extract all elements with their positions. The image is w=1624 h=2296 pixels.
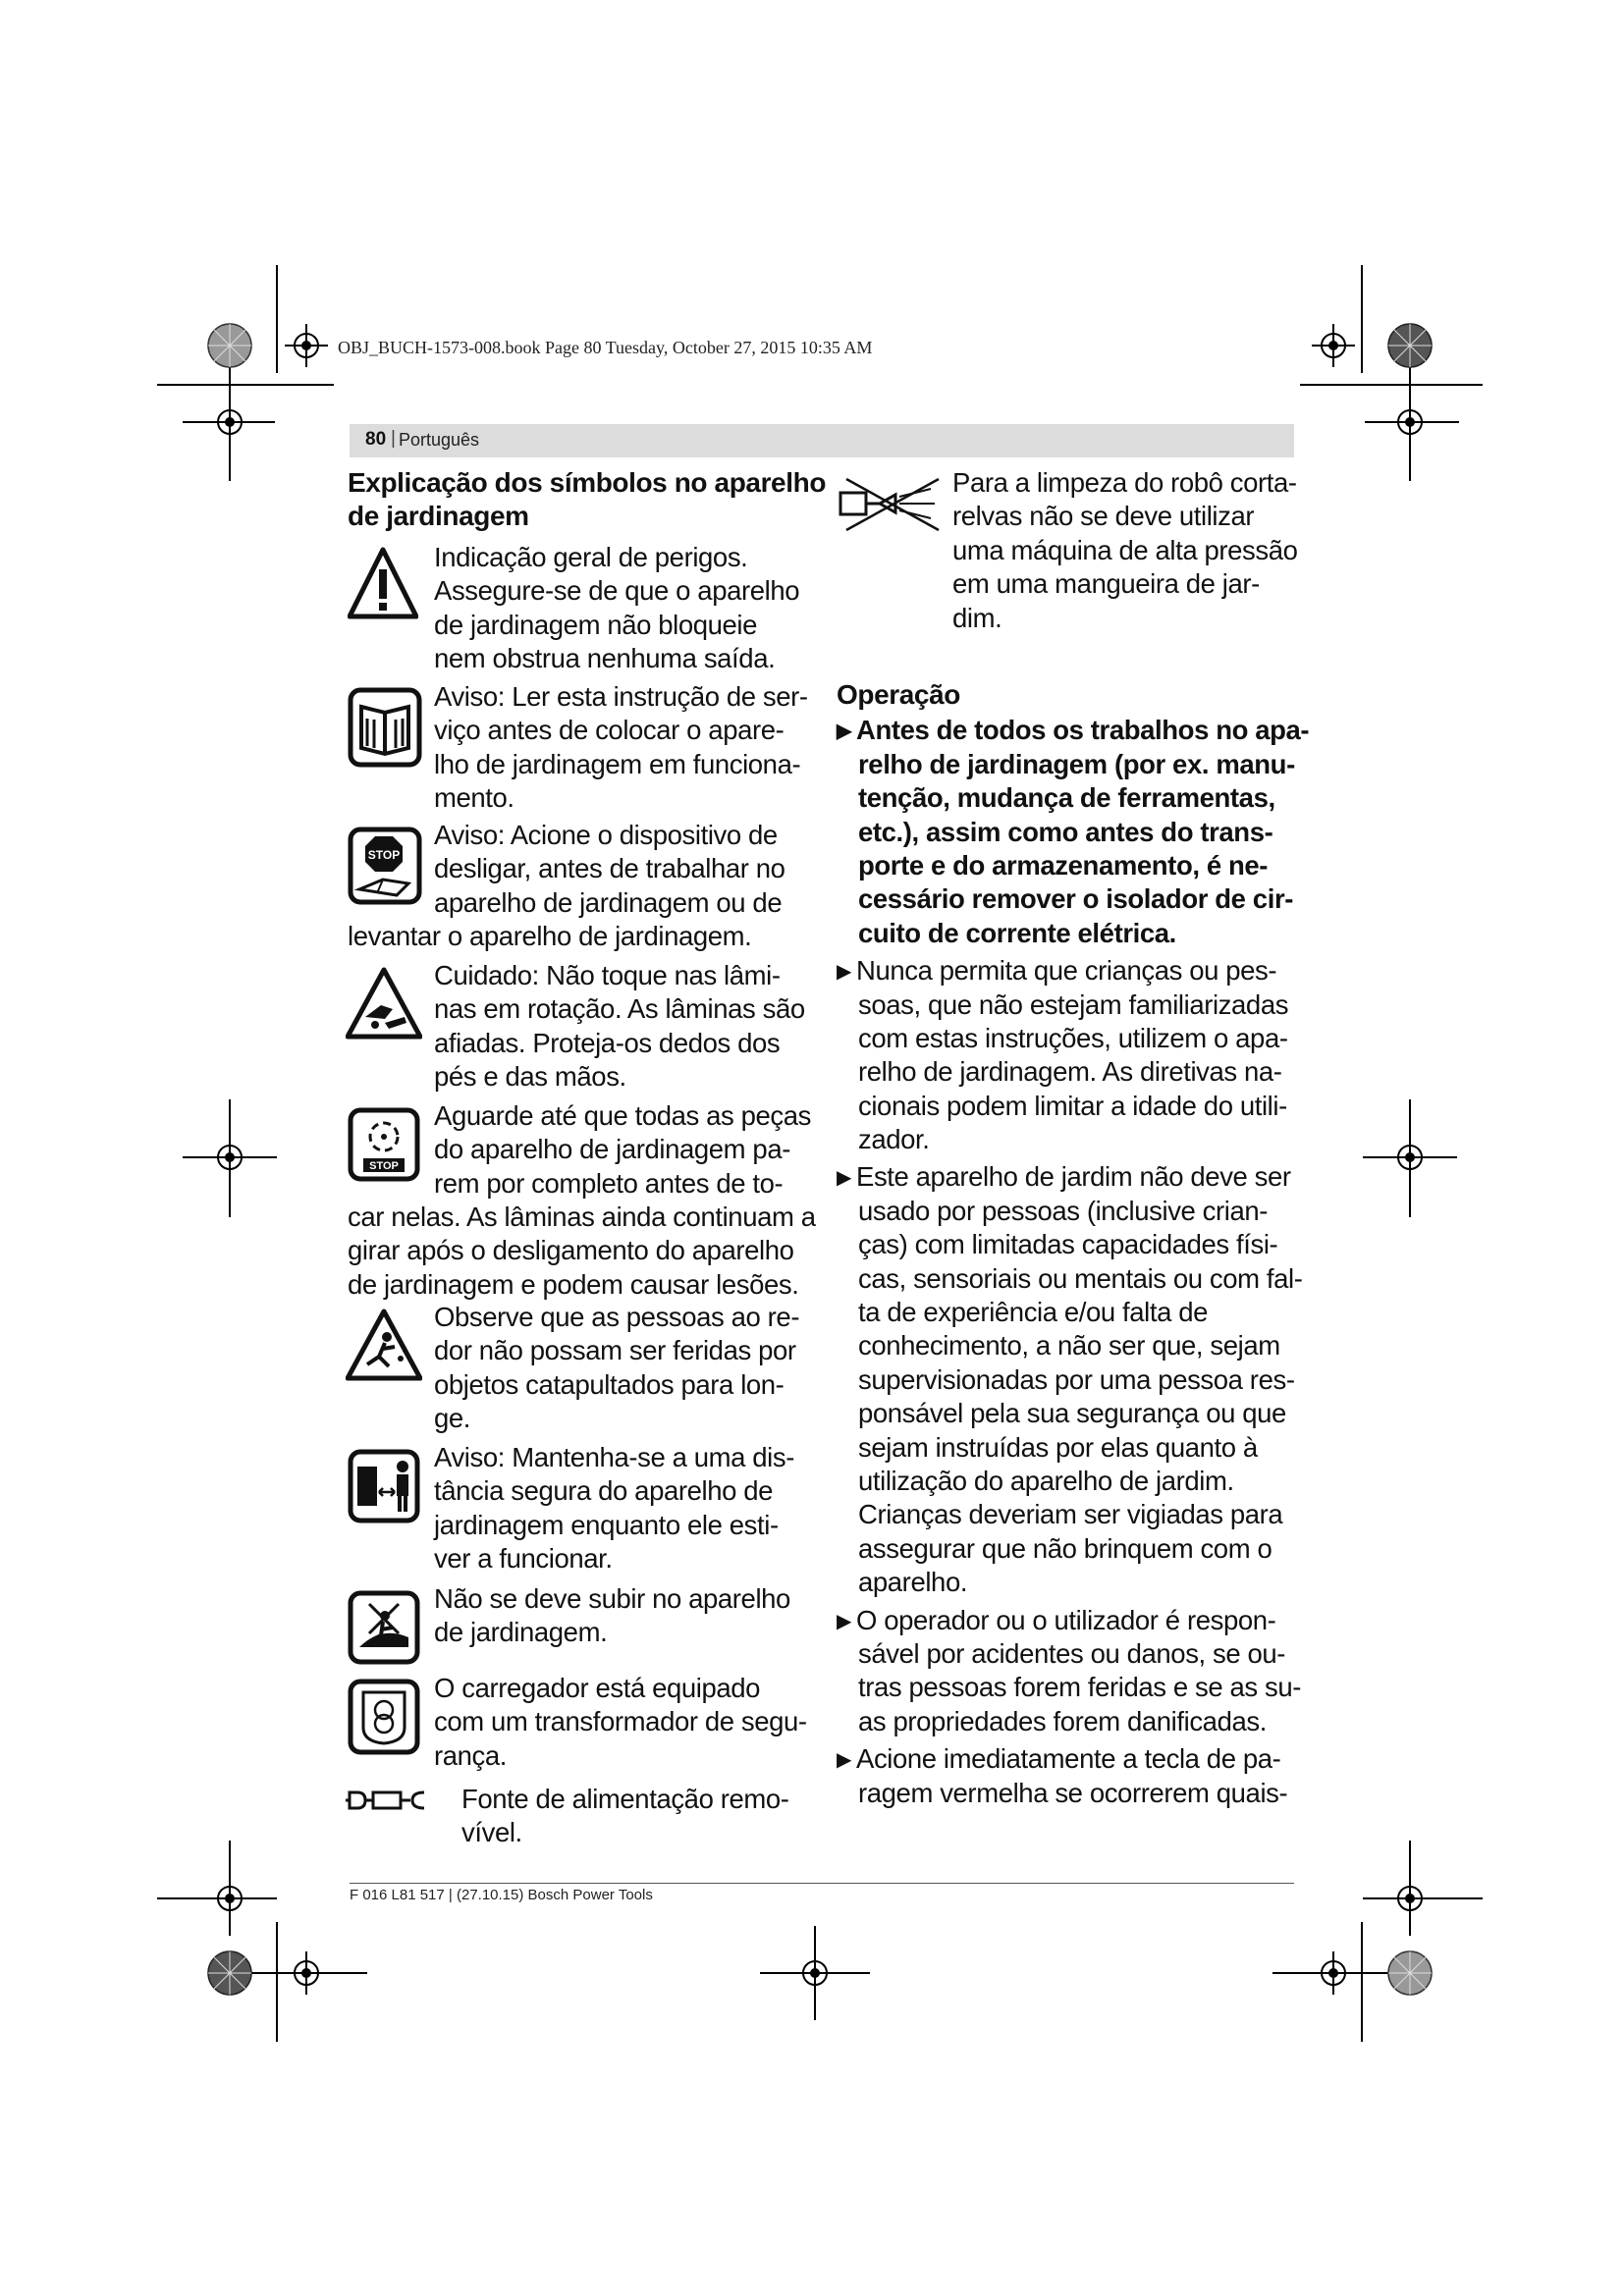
symbol-text-wrap: car nelas. As lâminas ainda continuam a girar após o desligamento do aparelho de jardinagem e podem causar lesões.: [348, 1201, 816, 1300]
symbol-text-wrap: levantar o aparelho de jardinagem.: [348, 921, 752, 951]
symbol-text: Cuidado: Não toque nas lâmi- nas em rotação. As lâminas são afiadas. Proteja-os dedos dos pés e das mãos.: [434, 960, 805, 1093]
bullet-arrow-icon: ▶: [837, 1610, 851, 1632]
file-info: OBJ_BUCH-1573-008.book Page 80 Tuesday, October 27, 2015 10:35 AM: [338, 338, 873, 357]
bullet-arrow-icon: ▶: [837, 1167, 851, 1190]
symbol-text: Aguarde até que todas as peças do aparelho de jardinagem pa- rem por completo antes de to-: [434, 1100, 811, 1199]
symbol-text: Observe que as pessoas ao re- dor não possam ser feridas por objetos catapultados para lon- ge.: [434, 1302, 800, 1434]
safety-transformer-icon: [348, 1679, 420, 1755]
symbol-text: Não se deve subir no aparelho de jardinagem.: [434, 1583, 790, 1648]
footer-rule: [350, 1883, 1294, 1884]
safe-distance-icon: [348, 1449, 420, 1523]
section-heading: de jardinagem: [348, 501, 529, 532]
rotating-stop-icon: [348, 1107, 420, 1182]
no-high-pressure-cleaner-icon: [837, 475, 945, 534]
operation-section: [837, 678, 1310, 1810]
detachable-power-supply-icon: [346, 1789, 430, 1812]
symbol-text: Aviso: Acione o dispositivo de desligar, antes de trabalhar no aparelho de jardinagem ou de: [434, 820, 785, 918]
read-manual-icon: [348, 687, 422, 768]
page-number: 80: [365, 429, 387, 450]
footer-date: (27.10.15): [456, 1887, 524, 1903]
section-heading: Explicação dos símbolos no aparelho: [348, 467, 827, 498]
warning-triangle-icon: [348, 546, 418, 622]
symbol-text: Aviso: Mantenha-se a uma dis- tância segura do aparelho de jardinagem enquanto ele esti- ver a funcionar.: [434, 1442, 794, 1575]
footer-brand: Bosch Power Tools: [527, 1887, 653, 1903]
page-header-bar: [350, 424, 1294, 457]
stop-manual-icon: [348, 827, 422, 905]
blade-hazard-icon: [346, 966, 422, 1042]
no-riding-icon: [348, 1590, 420, 1665]
symbol-text: Fonte de alimentação remo- vível.: [461, 1784, 789, 1848]
symbol-text: O carregador está equipado com um transformador de segu- rança.: [434, 1673, 807, 1771]
thrown-objects-icon: [346, 1308, 422, 1384]
left-column: [348, 466, 827, 534]
bullet-arrow-icon: ▶: [837, 1749, 851, 1772]
bullet-item: ▶ O operador ou o utilizador é respon- sável por acidentes ou danos, se ou- tras pessoas forem feridas e se as su- as propriedades forem danificadas.: [837, 1604, 1301, 1736]
doc-number: F 016 L81 517: [350, 1887, 445, 1903]
bullet-item: ▶ Antes de todos os trabalhos no apa- relho de jardinagem (por ex. manu- tenção, mudança de ferramentas, etc.), assim como antes do trans- porte e do armazenamento, é ne- cessário remover o isolador de cir- cuito de corrente elétrica.: [837, 715, 1310, 948]
bullet-item: ▶ Nunca permita que crianças ou pes- soas, que não estejam familiarizadas com estas instruções, utilizem o apa- relho de jardinagem. As diretivas na- cionais podem limitar a idade do utili- zador.: [837, 955, 1289, 1155]
header-separator: |: [391, 428, 396, 449]
page-footer: F 016 L81 517 | (27.10.15) Bosch Power Tools: [350, 1887, 653, 1903]
bullet-item: ▶ Este aparelho de jardim não deve ser usado por pessoas (inclusive crian- ças) com limitadas capacidades físi- cas, sensoriais ou mentais ou com fal- ta de experiência e/ou falta de conhecimento, a não ser que, sejam supervisionadas por uma pessoa res- ponsável pela sua segurança ou que sejam instruídas por elas quanto à utilização do aparelho de jardim. Crianças deveriam ser vigiadas para assegurar que não brinquem com o aparelho.: [837, 1161, 1303, 1598]
symbol-text: Aviso: Ler esta instrução de ser- viço antes de colocar o apare- lho de jardinagem em funciona- mento.: [434, 681, 808, 814]
symbol-text: Indicação geral de perigos. Assegure-se de que o aparelho de jardinagem não bloqueie nem obstrua nenhuma saída.: [434, 542, 800, 674]
bullet-arrow-icon: ▶: [837, 721, 851, 743]
bullet-arrow-icon: ▶: [837, 961, 851, 984]
svg-text:STOP: STOP: [369, 1160, 399, 1172]
bullet-item: ▶ Acione imediatamente a tecla de pa- ragem vermelha se ocorrerem quais-: [837, 1743, 1288, 1808]
cleaning-note: Para a limpeza do robô corta- relvas não se deve utilizar uma máquina de alta pressão em uma mangueira de jar- dim.: [952, 467, 1298, 633]
header-language: Português: [399, 430, 480, 450]
svg-text:STOP: STOP: [367, 848, 401, 862]
section-title: Operação: [837, 679, 960, 710]
